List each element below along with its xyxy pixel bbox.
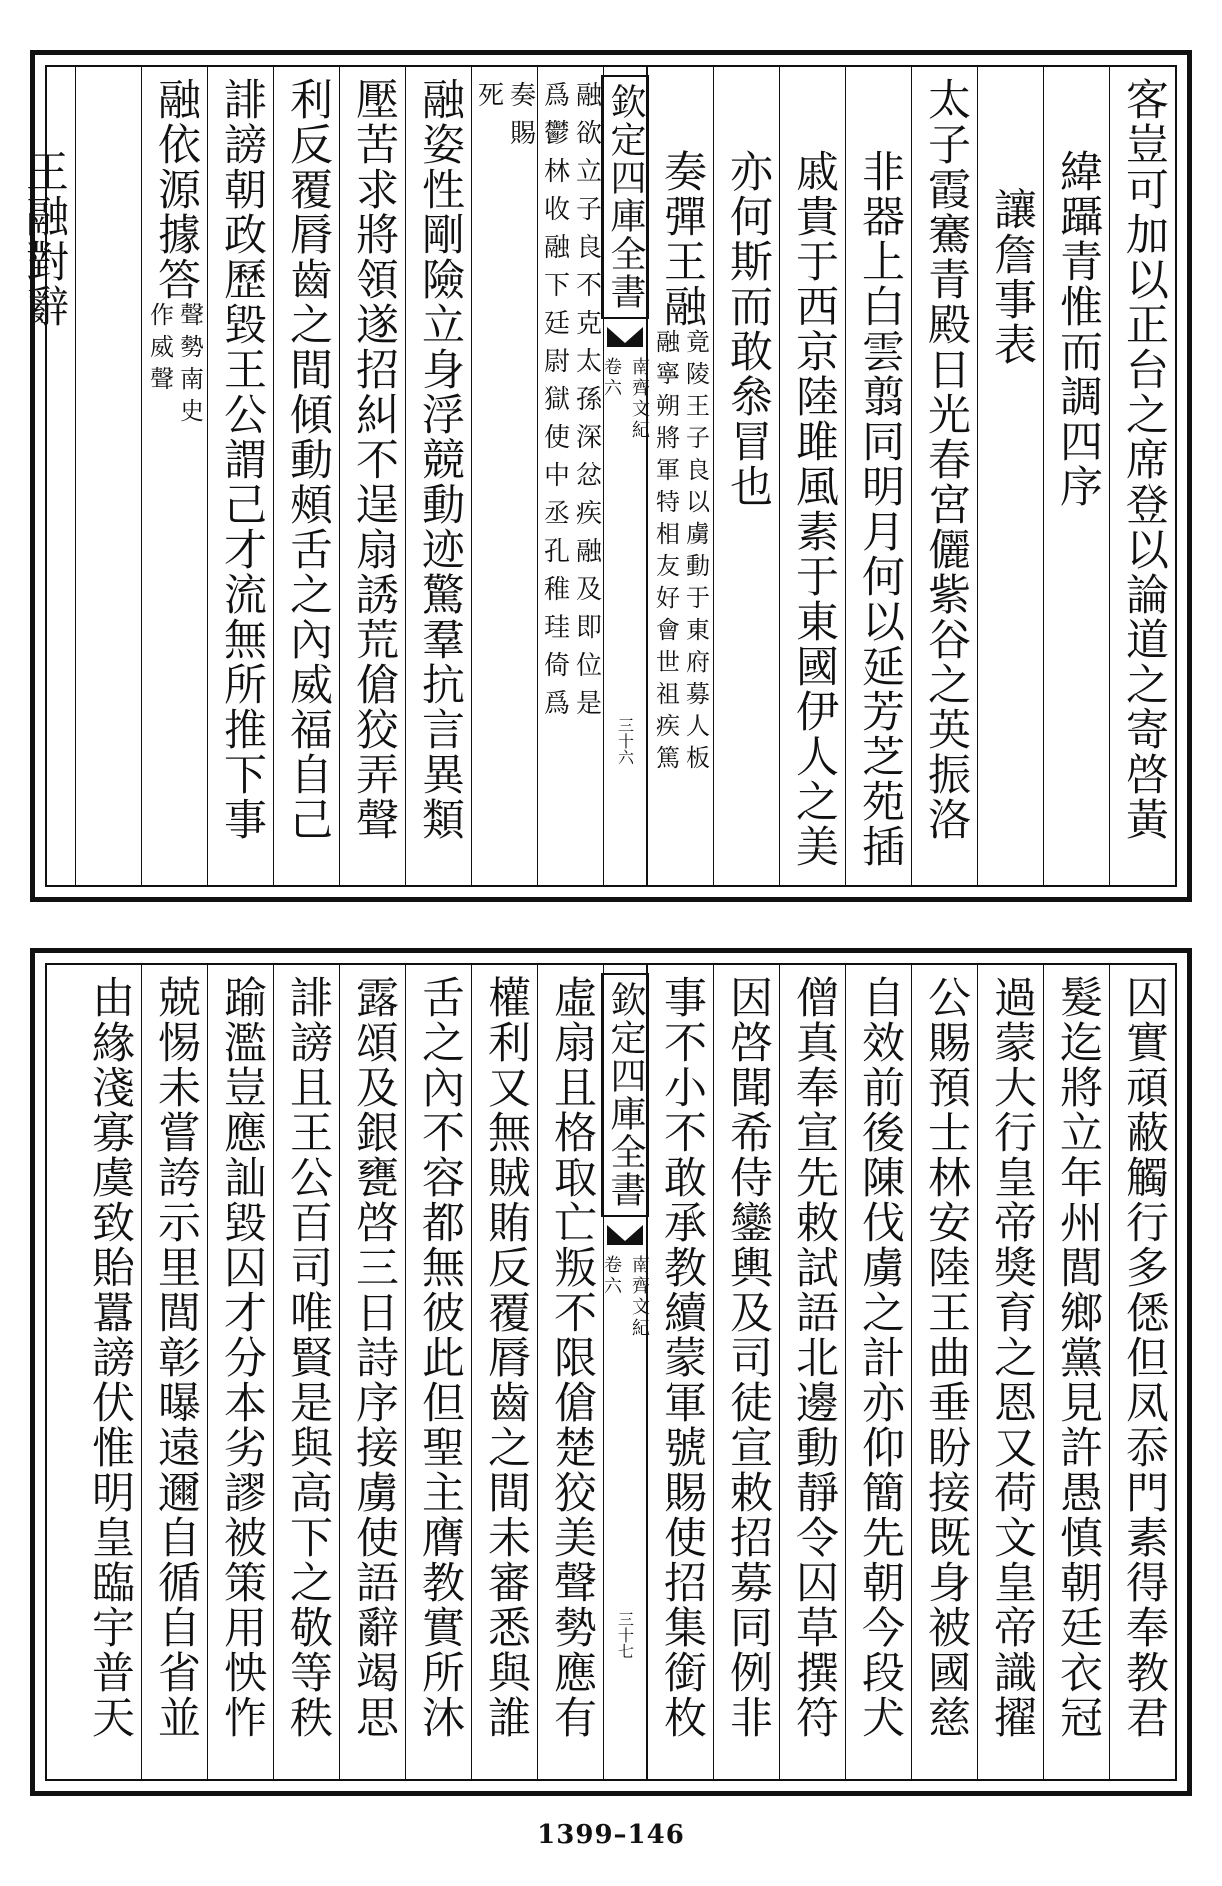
top-text-column: 融姿性剛險立身浮競動迹驚羣抗言異類 <box>405 67 471 885</box>
top-page <box>19 50 1192 902</box>
annotation-left: 作威聲 <box>145 302 174 398</box>
column-text: 融依源據答 <box>151 77 201 302</box>
annotation-pair <box>648 329 713 777</box>
top-text-column: 非器上白雲翦同明月何以延芳芝苑插 <box>845 67 911 885</box>
bottom-text-column: 因啓聞希侍鑾輿及司徒宣敕招募同例非 <box>713 965 779 1779</box>
bottom-text-column: 兢惕未嘗誇示里閭彰曝遠邇自循自省並 <box>141 965 207 1779</box>
band-title: 欽定四庫全書 <box>601 973 649 1217</box>
bottom-text-column: 舌之內不容都無彼此但聖主膺教實所沐 <box>405 965 471 1779</box>
annotation-right: 融欲立子良不克太孫深忿疾融及即位是 <box>571 81 602 727</box>
band-book-title: 南齊文紀 <box>629 357 650 441</box>
top-text-column: 亦何斯而敢叅冒也 <box>713 67 779 885</box>
fishtail-ornament-icon <box>605 325 645 349</box>
bottom-text-column: 權利又無賊賄反覆脣齒之間未審悉與誰 <box>471 965 537 1779</box>
top-text-column: 誹謗朝政歷毀王公謂己才流無所推下事 <box>207 67 273 885</box>
top-text-column: 王融對辭 <box>19 149 69 329</box>
top-text-column: 壓苦求將領遂招糾不逞扇誘荒傖狡弄聲 <box>339 67 405 885</box>
bottom-page <box>30 948 1192 1796</box>
top-text-column: 太子霞騫青殿日光春宮儷紫谷之英振洛 <box>911 67 977 885</box>
bottom-text-column: 髮迄將立年州閭鄉黨見許愚慎朝廷衣冠 <box>1043 965 1109 1779</box>
bottom-text-column: 由緣淺寡虞致貽囂謗伏惟明皇臨宇普天 <box>85 975 135 1740</box>
top-text-column <box>141 67 207 885</box>
band-volume: 卷六 <box>601 1255 622 1297</box>
bottom-text-column: 事不小不敢承教續蒙軍號賜使招集銜枚 <box>647 965 713 1779</box>
band-subtitle <box>598 1255 652 1339</box>
top-text-column <box>75 67 141 885</box>
annotation-pair <box>142 302 207 430</box>
band-subtitle <box>598 357 652 441</box>
top-page-frame <box>19 65 1177 887</box>
bottom-center-band <box>601 965 650 1779</box>
column-text: 奏彈王融 <box>657 149 707 329</box>
bottom-text-column: 踰濫豈應訕毀囚才分本劣謬被策用怏怍 <box>207 965 273 1779</box>
fishtail-ornament-icon <box>605 1223 645 1247</box>
annotation-right: 聲勢南史 <box>175 302 204 430</box>
top-note-column <box>537 67 603 885</box>
band-folio-number: 三十六 <box>615 717 635 765</box>
bottom-text-column: 露頌及銀甕啓三日詩序接虜使語辭竭思 <box>339 965 405 1779</box>
band-folio-number: 三十七 <box>615 1611 635 1659</box>
bottom-text-column: 公賜預士林安陸王曲垂盼接既身被國慈 <box>911 965 977 1779</box>
annotation-left: 爲鬱林收融下廷尉獄使中丞孔稚珪倚爲 <box>539 81 570 727</box>
bottom-text-column: 虛扇且格取亡叛不限傖楚狡美聲勢應有 <box>537 965 603 1779</box>
top-text-column: 利反覆脣齒之間傾動頰舌之內威福自己 <box>273 67 339 885</box>
band-book-title: 南齊文紀 <box>629 1255 650 1339</box>
bottom-text-column: 誹謗且王公百司唯賢是與高下之敬等秩 <box>273 965 339 1779</box>
top-text-column: 緯躡青惟而調四序 <box>1043 67 1109 885</box>
bottom-text-column: 過蒙大行皇帝獎育之恩又荷文皇帝識擢 <box>977 965 1043 1779</box>
bottom-text-column: 囚實頑蔽觸行多僁但凤忝門素得奉教君 <box>1109 965 1175 1779</box>
top-center-band <box>601 67 650 885</box>
bottom-page-frame <box>45 963 1177 1781</box>
top-text-column: 客豈可加以正台之席登以論道之寄啓黃 <box>1109 67 1175 885</box>
page-number: 1399–146 <box>537 1820 685 1850</box>
top-text-column: 讓詹事表 <box>977 67 1043 885</box>
annotation-right: 竟陵王子良以虜動于東府募人板 <box>681 329 710 777</box>
bottom-text-column: 僧真奉宣先敕試語北邊動靜令囚草撰符 <box>779 965 845 1779</box>
band-volume: 卷六 <box>601 357 622 399</box>
annotation-right: 奏賜 <box>505 81 536 157</box>
band-title: 欽定四庫全書 <box>601 75 649 319</box>
annotation-left: 融寧朔將軍特相友好會世祖疾篤 <box>651 329 680 777</box>
bottom-text-column: 自效前後陳伐虜之計亦仰簡先朝今段犬 <box>845 965 911 1779</box>
annotation-left: 死 <box>473 81 504 119</box>
top-text-column <box>647 67 713 885</box>
top-note-column <box>471 67 537 885</box>
top-text-column: 戚貴于西京陸雎風素于東國伊人之美 <box>779 67 845 885</box>
